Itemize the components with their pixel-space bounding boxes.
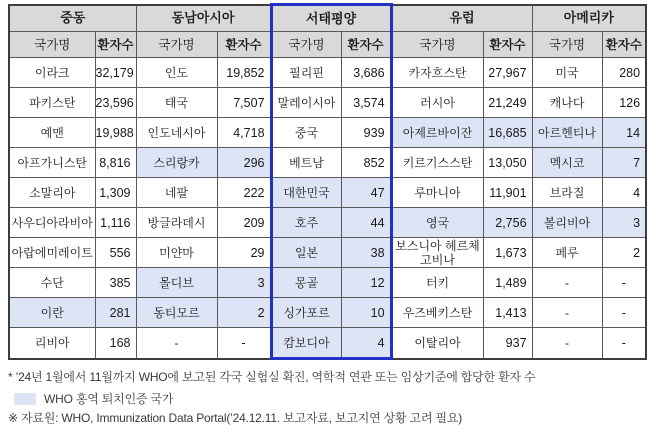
country-cell: 캄보디아 (271, 328, 341, 359)
count-cell: - (602, 328, 646, 359)
country-cell: - (532, 328, 602, 359)
country-cell: 이란 (9, 298, 95, 328)
count-cell: 47 (341, 178, 391, 208)
country-cell: 방글라데시 (136, 208, 217, 238)
country-cell: 캐나다 (532, 88, 602, 118)
country-cell: 키르기스스탄 (391, 148, 483, 178)
count-cell: 7,507 (217, 88, 271, 118)
country-cell: 동티모르 (136, 298, 217, 328)
column-header-count: 환자수 (95, 32, 136, 58)
count-cell: 4,718 (217, 118, 271, 148)
count-cell: 3,686 (341, 58, 391, 88)
country-cell: - (136, 328, 217, 359)
count-cell: 13,050 (483, 148, 532, 178)
country-cell: 호주 (271, 208, 341, 238)
country-cell: 미얀마 (136, 238, 217, 268)
country-cell: 일본 (271, 238, 341, 268)
country-cell: 인도네시아 (136, 118, 217, 148)
count-cell: 38 (341, 238, 391, 268)
count-cell: 1,116 (95, 208, 136, 238)
count-cell: 939 (341, 118, 391, 148)
count-cell: 852 (341, 148, 391, 178)
count-cell: - (602, 298, 646, 328)
count-cell: 2 (217, 298, 271, 328)
country-cell: 이탈리아 (391, 328, 483, 359)
region-header: 중동 (9, 5, 136, 32)
count-cell: 4 (341, 328, 391, 359)
country-cell: 아르헨티나 (532, 118, 602, 148)
country-cell: 브라질 (532, 178, 602, 208)
legend-label: WHO 홍역 퇴치인증 국가 (44, 392, 174, 406)
count-cell: 8,816 (95, 148, 136, 178)
region-header: 서태평양 (271, 5, 391, 32)
country-cell: 멕시코 (532, 148, 602, 178)
count-cell: 1,309 (95, 178, 136, 208)
country-cell: 베트남 (271, 148, 341, 178)
column-header-country: 국가명 (9, 32, 95, 58)
country-cell: 대한민국 (271, 178, 341, 208)
country-cell: 소말리아 (9, 178, 95, 208)
count-cell: 19,988 (95, 118, 136, 148)
country-cell: 몰디브 (136, 268, 217, 298)
count-cell: 2 (602, 238, 646, 268)
column-header-count: 환자수 (217, 32, 271, 58)
count-cell: 3 (217, 268, 271, 298)
country-cell: 몽골 (271, 268, 341, 298)
column-header-country: 국가명 (271, 32, 341, 58)
count-cell: 11,901 (483, 178, 532, 208)
count-cell: 937 (483, 328, 532, 359)
footnote-definition: * ’24년 1월에서 11월까지 WHO에 보고된 각국 실험실 확진, 역학적 연관 또는 임상기준에 합당한 환자 수 (8, 370, 536, 384)
country-cell: 싱가포르 (271, 298, 341, 328)
legend-swatch (14, 393, 36, 405)
legend-row (14, 390, 650, 407)
source-note: ※ 자료원: WHO, Immunization Data Portal(’24.12.11. 보고자료, 보고지연 상황 고려 필요) (8, 411, 463, 425)
count-cell: 1,673 (483, 238, 532, 268)
count-cell: 126 (602, 88, 646, 118)
count-cell: - (602, 268, 646, 298)
column-header-country: 국가명 (532, 32, 602, 58)
country-cell: 아랍에미레이트 (9, 238, 95, 268)
country-cell: 터키 (391, 268, 483, 298)
country-cell: 말레이시아 (271, 88, 341, 118)
country-cell: 스리랑카 (136, 148, 217, 178)
country-cell: 네팔 (136, 178, 217, 208)
country-cell: 아프가니스탄 (9, 148, 95, 178)
country-cell: 리비아 (9, 328, 95, 359)
country-cell: 루마니아 (391, 178, 483, 208)
country-cell: 아제르바이잔 (391, 118, 483, 148)
count-cell: 1,413 (483, 298, 532, 328)
region-header: 아메리카 (532, 5, 646, 32)
count-cell: 19,852 (217, 58, 271, 88)
column-header-country: 국가명 (136, 32, 217, 58)
column-header-count: 환자수 (483, 32, 532, 58)
count-cell: 29 (217, 238, 271, 268)
count-cell: 4 (602, 178, 646, 208)
country-cell: 필리핀 (271, 58, 341, 88)
country-cell: 사우디아라비아 (9, 208, 95, 238)
column-header-count: 환자수 (602, 32, 646, 58)
country-cell: 수단 (9, 268, 95, 298)
country-cell: 러시아 (391, 88, 483, 118)
footnotes (8, 368, 650, 426)
count-cell: 296 (217, 148, 271, 178)
count-cell: 23,596 (95, 88, 136, 118)
country-cell: - (532, 298, 602, 328)
country-cell: 보스니아 헤르체고비나 (391, 238, 483, 268)
count-cell: 281 (95, 298, 136, 328)
count-cell: 32,179 (95, 58, 136, 88)
report-table (8, 3, 647, 360)
column-header-count: 환자수 (341, 32, 391, 58)
country-cell: 예맨 (9, 118, 95, 148)
count-cell: 556 (95, 238, 136, 268)
country-cell: 중국 (271, 118, 341, 148)
country-cell: 미국 (532, 58, 602, 88)
count-cell: 2,756 (483, 208, 532, 238)
count-cell: 1,489 (483, 268, 532, 298)
region-header: 동남아시아 (136, 5, 271, 32)
count-cell: 44 (341, 208, 391, 238)
country-cell: 이라크 (9, 58, 95, 88)
count-cell: 222 (217, 178, 271, 208)
count-cell: - (217, 328, 271, 359)
country-cell: 우즈베키스탄 (391, 298, 483, 328)
count-cell: 12 (341, 268, 391, 298)
country-cell: 볼리비아 (532, 208, 602, 238)
count-cell: 209 (217, 208, 271, 238)
country-cell: 태국 (136, 88, 217, 118)
column-header-country: 국가명 (391, 32, 483, 58)
country-cell: 페루 (532, 238, 602, 268)
country-cell: 인도 (136, 58, 217, 88)
count-cell: 3,574 (341, 88, 391, 118)
count-cell: 385 (95, 268, 136, 298)
count-cell: 168 (95, 328, 136, 359)
count-cell: 14 (602, 118, 646, 148)
country-cell: - (532, 268, 602, 298)
count-cell: 7 (602, 148, 646, 178)
country-cell: 파키스탄 (9, 88, 95, 118)
country-cell: 카자흐스탄 (391, 58, 483, 88)
count-cell: 27,967 (483, 58, 532, 88)
count-cell: 16,685 (483, 118, 532, 148)
count-cell: 3 (602, 208, 646, 238)
count-cell: 280 (602, 58, 646, 88)
count-cell: 10 (341, 298, 391, 328)
country-cell: 영국 (391, 208, 483, 238)
region-header: 유럽 (391, 5, 532, 32)
count-cell: 21,249 (483, 88, 532, 118)
